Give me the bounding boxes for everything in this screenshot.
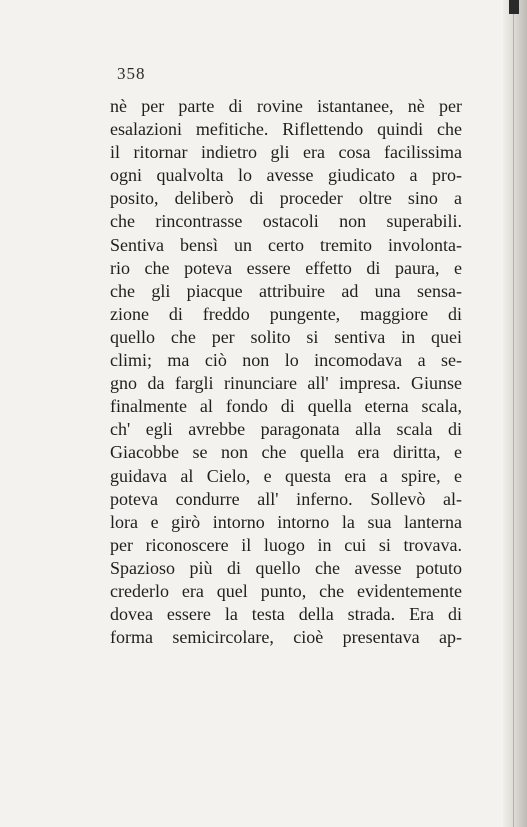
text-line: rio che poteva essere effetto di paura, e xyxy=(110,257,462,278)
text-line: posito, deliberò di proceder oltre sino a xyxy=(110,188,462,209)
text-line: gno da fargli rinunciare all' impresa. Giunse xyxy=(110,373,462,394)
text-line: nè per parte di rovine istantanee, nè per xyxy=(110,96,462,116)
text-line: ogni qualvolta lo avesse giudicato a pro- xyxy=(110,165,462,186)
text-line: che gli piacque attribuire ad una sensa- xyxy=(110,280,462,301)
page-edge-shadow xyxy=(503,0,527,827)
text-line: per riconoscere il luogo in cui si trovava. xyxy=(110,534,462,555)
text-line: Spazioso più di quello che avesse potuto xyxy=(110,557,462,578)
text-line: forma semicircolare, cioè presentava ap- xyxy=(110,627,462,648)
text-line: lora e girò intorno intorno la sua lanterna xyxy=(110,511,462,532)
text-line: poteva condurre all' inferno. Sollevò al- xyxy=(110,488,462,509)
text-line: guidava al Cielo, e questa era a spire, e xyxy=(110,465,462,486)
text-line: Sentiva bensì un certo tremito involonta- xyxy=(110,234,462,255)
text-line: finalmente al fondo di quella eterna scala, xyxy=(110,396,462,417)
text-line: esalazioni mefitiche. Riflettendo quindi che xyxy=(110,119,462,140)
text-line: climi; ma ciò non lo incomodava a se- xyxy=(110,350,462,371)
text-line: Giacobbe se non che quella era diritta, e xyxy=(110,442,462,463)
text-line: crederlo era quel punto, che evidentemente xyxy=(110,580,462,601)
page-number: 358 xyxy=(117,64,146,83)
text-line: dovea essere la testa della strada. Era di xyxy=(110,604,462,625)
text-line: che rincontrasse ostacoli non superabili. xyxy=(110,211,462,232)
text-line: il ritornar indietro gli era cosa facilissima xyxy=(110,142,462,163)
text-line: ch' egli avrebbe paragonata alla scala di xyxy=(110,419,462,440)
text-line: quello che per solito si sentiva in quei xyxy=(110,326,462,347)
text-line: zione di freddo pungente, maggiore di xyxy=(110,303,462,324)
scan-corner-mark xyxy=(509,0,519,14)
body-text xyxy=(110,95,462,649)
